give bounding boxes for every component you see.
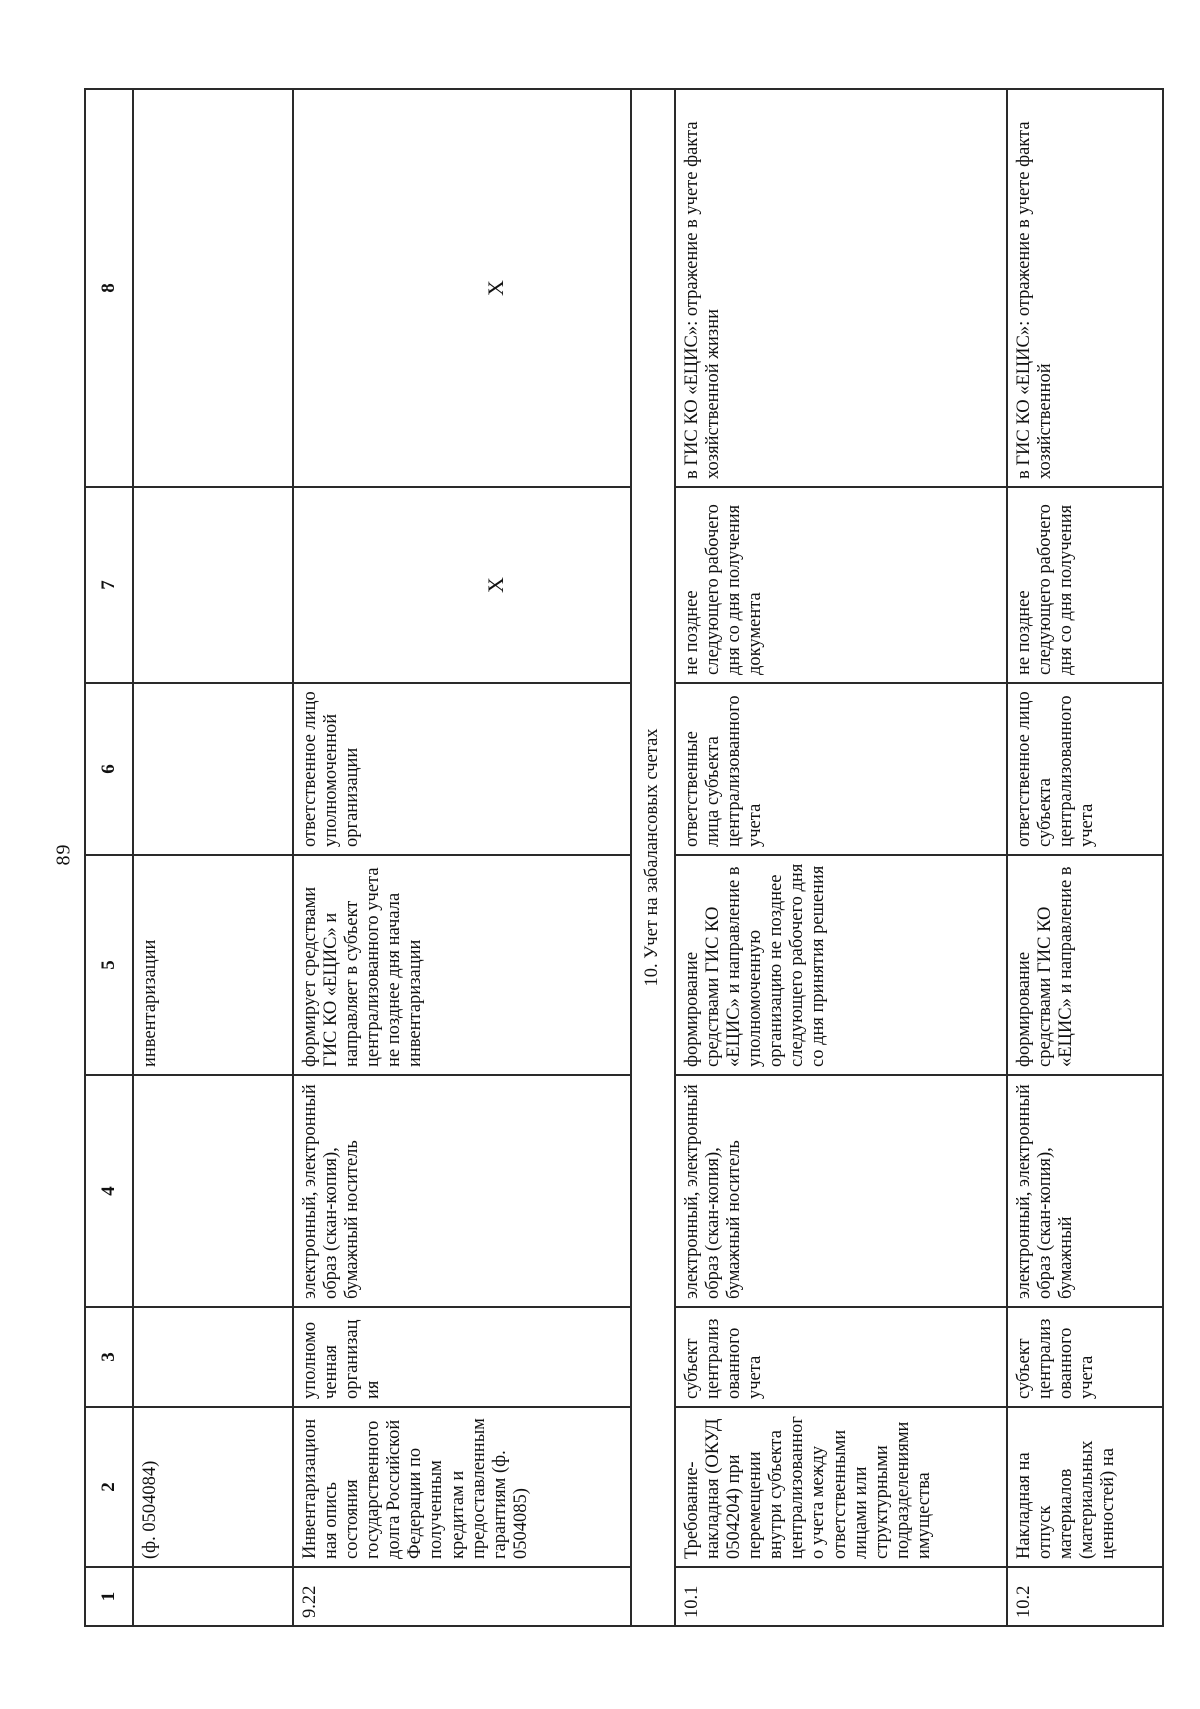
column-number-4: 4 [85,1075,133,1307]
cell-continuation-result [133,89,293,487]
x-mark: X [483,280,509,296]
table-row-10-1 [675,89,1007,1626]
cell-10-2-result: в ГИС КО «ЕЦИС»: отражение в учете факта хозяйственной [1007,89,1163,487]
cell-10-2-format: электронный, электронный образ (скан-копия), бумажный [1007,1075,1163,1307]
cell-10-2-creator: субъект централизованного учета [1007,1307,1163,1407]
page-number [52,0,76,1709]
cell-continuation-procedure: инвентаризации [133,855,293,1075]
cell-continuation-deadline [133,487,293,683]
cell-9-22-procedure: формирует средствами ГИС КО «ЕЦИС» и направляет в субъект централизованного учета не позднее дня начала инвентаризации [293,855,631,1075]
table-row-9-22 [293,89,631,1626]
cell-9-22-result [293,89,631,487]
cell-continuation-document: (ф. 0504084) [133,1407,293,1567]
column-number-3: 3 [85,1307,133,1407]
cell-10-1-format: электронный, электронный образ (скан-копия), бумажный носитель [675,1075,1007,1307]
table-row-continuation [133,89,293,1626]
cell-10-2-deadline: не позднее следующего рабочего дня со дня получения [1007,487,1163,683]
cell-10-2-document: Накладная на отпуск материалов (материальных ценностей) на [1007,1407,1163,1567]
table-row-10-2 [1007,89,1163,1626]
cell-9-22-responsible: ответственное лицо уполномоченной организации [293,683,631,855]
cell-9-22-format: электронный, электронный образ (скан-копия), бумажный носитель [293,1075,631,1307]
page-number-text: 89 [52,843,75,866]
cell-10-2-responsible: ответственное лицо субъекта централизованного учета [1007,683,1163,855]
cell-10-2-number: 10.2 [1007,1567,1163,1626]
cell-continuation-format [133,1075,293,1307]
column-number-8: 8 [85,89,133,487]
section-title: 10. Учет на забалансовых счетах [631,89,675,1626]
column-number-6: 6 [85,683,133,855]
column-number-5: 5 [85,855,133,1075]
cell-10-1-procedure: формирование средствами ГИС КО «ЕЦИС» и направление в уполномоченную организацию не позднее следующего рабочего дня со дня принятия решения [675,855,1007,1075]
cell-9-22-creator: уполномоченная организация [293,1307,631,1407]
cell-10-1-number: 10.1 [675,1567,1007,1626]
rotated-document-sheet [84,90,1146,1627]
column-number-2: 2 [85,1407,133,1567]
cell-continuation-responsible [133,683,293,855]
section-row-10 [631,89,675,1626]
x-mark: X [483,577,509,593]
cell-9-22-document: Инвентаризационная опись состояния государственного долга Российской Федерации по полученным кредитам и предоставленным гарантиям (ф. 0504085) [293,1407,631,1567]
cell-9-22-deadline [293,487,631,683]
header-row [85,89,133,1626]
cell-continuation-number [133,1567,293,1626]
cell-10-1-creator: субъект централизованного учета [675,1307,1007,1407]
cell-10-1-result: в ГИС КО «ЕЦИС»: отражение в учете факта хозяйственной жизни [675,89,1007,487]
cell-10-1-deadline: не позднее следующего рабочего дня со дня получения документа [675,487,1007,683]
cell-9-22-number: 9.22 [293,1567,631,1626]
cell-10-1-responsible: ответственные лица субъекта централизованного учета [675,683,1007,855]
document-table [84,88,1164,1627]
cell-continuation-creator [133,1307,293,1407]
column-number-1: 1 [85,1567,133,1626]
cell-10-2-procedure: формирование средствами ГИС КО «ЕЦИС» и направление в [1007,855,1163,1075]
cell-10-1-document: Требование-накладная (ОКУД 0504204) при перемещении внутри субъекта централизованного учета между ответственными лицами или структурными подразделениями имущества [675,1407,1007,1567]
column-number-7: 7 [85,487,133,683]
